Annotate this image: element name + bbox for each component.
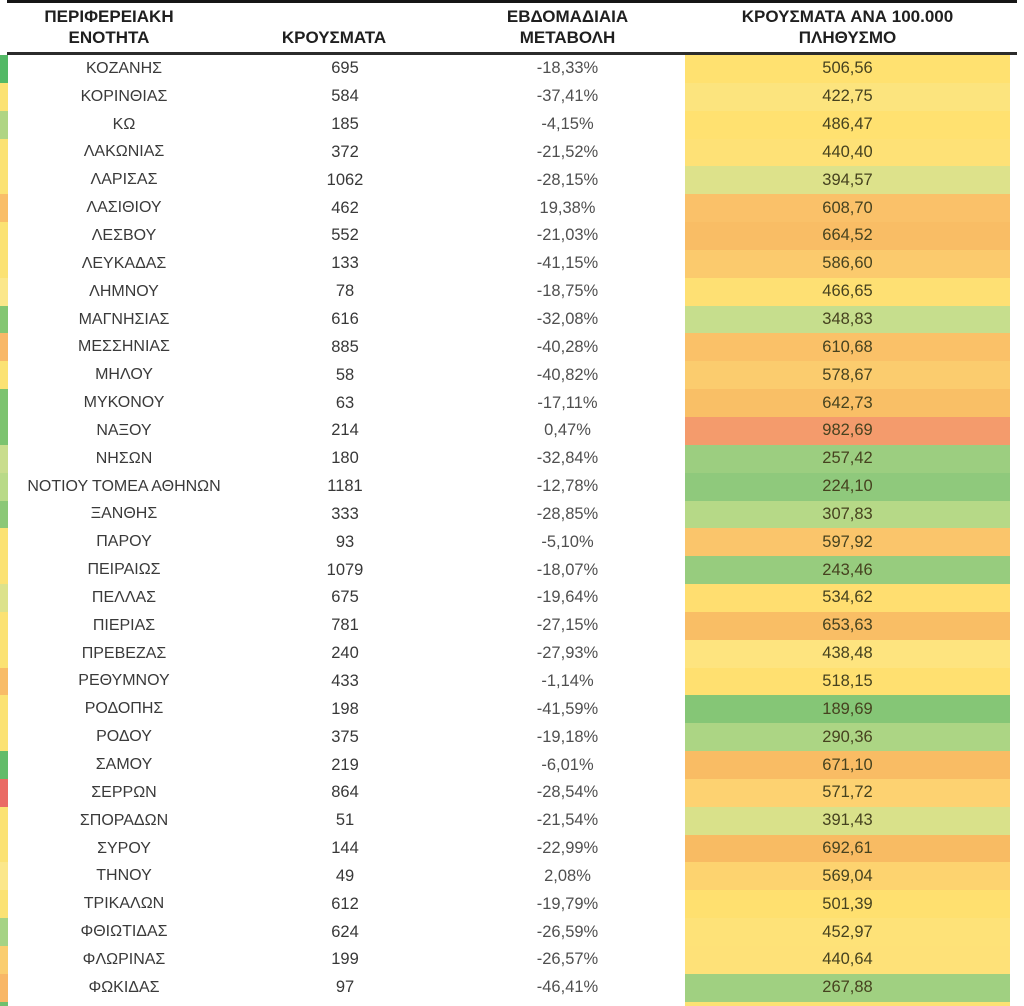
region-cell: ΜΗΛΟΥ [95,366,153,384]
rate-per-100k-cell: 501,39 [685,890,1010,918]
rate-per-100k-cell: 486,47 [685,111,1010,139]
row-color-strip [0,918,8,946]
row-color-strip [0,668,8,696]
rate-per-100k-cell: 348,83 [685,306,1010,334]
region-cell: ΚΟΡΙΝΘΙΑΣ [80,87,168,105]
row-color-strip [0,584,8,612]
partial-row-gap [450,1002,685,1006]
row-color-strip [0,556,8,584]
row-color-strip [0,695,8,723]
rate-per-100k-cell: 578,67 [685,361,1010,389]
cases-cell: 49 [335,866,355,885]
region-cell: ΡΕΘΥΜΝΟΥ [78,672,170,690]
region-cell: ΞΑΝΘΗΣ [90,505,158,523]
row-color-strip [0,111,8,139]
table-row [0,83,1024,111]
rate-per-100k-cell: 982,69 [685,417,1010,445]
region-cell: ΦΩΚΙΔΑΣ [88,978,160,996]
cases-cell: 612 [331,894,359,913]
rate-per-100k-cell: 642,73 [685,389,1010,417]
table-rows [0,55,1024,1006]
table-row [0,194,1024,222]
column-header-region-line2: ΕΝΟΤΗΤΑ [68,28,150,47]
weekly-change-cell: -40,28% [536,337,599,356]
table-row [0,528,1024,556]
cases-cell: 616 [331,310,359,329]
rate-per-100k-cell [685,1002,1010,1006]
region-cell: ΛΕΥΚΑΔΑΣ [81,254,167,272]
table-row [0,501,1024,529]
row-color-strip [0,445,8,473]
rate-per-100k-cell: 243,46 [685,556,1010,584]
row-color-strip [0,640,8,668]
region-cell: ΠΡΕΒΕΖΑΣ [81,644,167,662]
cases-cell: 199 [331,950,359,969]
cases-cell: 133 [331,254,359,273]
table-row [0,278,1024,306]
column-header-region-line1: ΠΕΡΙΦΕΡΕΙΑΚΗ [44,7,174,26]
region-cell: ΤΡΙΚΑΛΩΝ [83,895,165,913]
column-header-rate-per-100k [685,3,1010,52]
cases-cell: 864 [331,783,359,802]
row-color-strip [0,139,8,167]
weekly-change-cell: -19,79% [536,894,599,913]
rate-per-100k-cell: 586,60 [685,250,1010,278]
table-row [0,361,1024,389]
cases-cell: 375 [331,727,359,746]
rate-per-100k-cell: 671,10 [685,751,1010,779]
region-cell: ΝΗΣΩΝ [95,449,153,467]
region-cell: ΡΟΔΟΠΗΣ [84,700,164,718]
region-cell: ΠΑΡΟΥ [96,533,152,551]
region-cell: ΛΗΜΝΟΥ [89,282,159,300]
row-color-strip [0,1002,8,1006]
weekly-change-cell: -28,54% [536,783,599,802]
weekly-change-cell: -1,14% [541,671,594,690]
table-row [0,139,1024,167]
rate-per-100k-cell: 438,48 [685,640,1010,668]
row-color-strip [0,194,8,222]
row-color-strip [0,306,8,334]
row-color-strip [0,862,8,890]
region-cell: ΠΕΙΡΑΙΩΣ [87,561,161,579]
column-header-rate-line2: ΠΛΗΘΥΣΜΟ [798,28,897,47]
table-row [0,695,1024,723]
table-row [0,333,1024,361]
weekly-change-cell: -12,78% [536,477,599,496]
rate-per-100k-cell: 534,62 [685,584,1010,612]
table-row [0,835,1024,863]
weekly-change-cell: 19,38% [539,198,596,217]
region-cell: ΜΥΚΟΝΟΥ [83,394,165,412]
partial-row-gap [8,1002,240,1006]
table-row [0,389,1024,417]
table-row [0,751,1024,779]
column-header-rate-line1: ΚΡΟΥΣΜΑΤΑ ΑΝΑ 100.000 [741,7,954,26]
weekly-change-cell: -18,75% [536,282,599,301]
table-row [0,779,1024,807]
table-row [0,166,1024,194]
cases-cell: 624 [331,922,359,941]
row-color-strip [0,501,8,529]
column-header-cases-line1: ΚΡΟΥΣΜΑΤΑ [281,28,387,47]
cases-cell: 372 [331,142,359,161]
weekly-change-cell: -21,54% [536,811,599,830]
table-row [0,306,1024,334]
row-color-strip [0,890,8,918]
row-color-strip [0,222,8,250]
row-color-strip [0,417,8,445]
row-color-strip [0,946,8,974]
rate-per-100k-cell: 189,69 [685,695,1010,723]
weekly-change-cell: -32,08% [536,310,599,329]
cases-cell: 214 [331,421,359,440]
weekly-change-cell: -46,41% [536,978,599,997]
cases-cell: 1181 [327,477,363,496]
row-color-strip [0,751,8,779]
cases-cell: 63 [335,393,355,412]
region-cell: ΚΟΖΑΝΗΣ [85,59,163,77]
rate-per-100k-cell: 571,72 [685,779,1010,807]
table-row [0,556,1024,584]
weekly-change-cell: -41,15% [536,254,599,273]
cases-cell: 51 [335,811,355,830]
rate-per-100k-cell: 267,88 [685,974,1010,1002]
table-header-row [0,3,1024,52]
weekly-change-cell: -4,15% [541,115,594,134]
row-color-strip [0,807,8,835]
weekly-change-cell: -21,03% [536,226,599,245]
row-color-strip [0,528,8,556]
cases-cell: 333 [331,504,359,523]
cases-cell: 584 [331,87,359,106]
cases-cell: 675 [331,588,359,607]
rate-per-100k-cell: 224,10 [685,473,1010,501]
weekly-change-cell: -6,01% [541,755,594,774]
row-color-strip [0,612,8,640]
table-row [0,584,1024,612]
column-header-weekly-change-line2: ΜΕΤΑΒΟΛΗ [519,28,616,47]
weekly-change-cell: -27,15% [536,616,599,635]
rate-per-100k-cell: 518,15 [685,668,1010,696]
region-cell: ΛΕΣΒΟΥ [91,226,157,244]
table-row [0,222,1024,250]
weekly-change-cell: -28,85% [536,504,599,523]
table-row [0,668,1024,696]
cases-cell: 885 [331,337,359,356]
weekly-change-cell: 2,08% [544,866,591,885]
row-color-strip [0,333,8,361]
rate-per-100k-cell: 257,42 [685,445,1010,473]
rate-per-100k-cell: 394,57 [685,166,1010,194]
weekly-change-cell: 0,47% [544,421,591,440]
table-row [0,250,1024,278]
rate-per-100k-cell: 440,40 [685,139,1010,167]
region-cell: ΛΑΚΩΝΙΑΣ [83,143,165,161]
row-color-strip [0,389,8,417]
weekly-change-cell: -21,52% [536,142,599,161]
region-cell: ΜΑΓΝΗΣΙΑΣ [78,310,170,328]
weekly-change-cell: -26,57% [536,950,599,969]
row-color-strip [0,473,8,501]
region-cell: ΝΑΞΟΥ [96,421,152,439]
rate-per-100k-cell: 290,36 [685,723,1010,751]
cases-cell: 1062 [326,170,364,189]
region-cell: ΛΑΣΙΘΙΟΥ [86,199,162,217]
rate-per-100k-cell: 610,68 [685,333,1010,361]
cases-cell: 97 [335,978,355,997]
row-color-strip [0,55,8,83]
weekly-change-cell: -26,59% [536,922,599,941]
weekly-change-cell: -5,10% [541,532,594,551]
rate-per-100k-cell: 422,75 [685,83,1010,111]
row-color-strip [0,278,8,306]
cases-cell: 240 [331,644,359,663]
rate-per-100k-cell: 466,65 [685,278,1010,306]
region-cell: ΣΑΜΟΥ [95,756,153,774]
rate-per-100k-cell: 664,52 [685,222,1010,250]
cases-cell: 462 [331,198,359,217]
rate-per-100k-cell: 569,04 [685,862,1010,890]
cases-cell: 552 [331,226,359,245]
cases-cell: 781 [331,616,359,635]
cases-cell: 695 [331,59,359,78]
table-row [0,640,1024,668]
weekly-change-cell: -19,64% [536,588,599,607]
table-row [0,445,1024,473]
cases-cell: 185 [331,115,359,134]
rate-per-100k-cell: 307,83 [685,501,1010,529]
region-cell: ΠΙΕΡΙΑΣ [92,616,156,634]
cases-cell: 144 [331,839,359,858]
rate-per-100k-cell: 597,92 [685,528,1010,556]
weekly-change-cell: -32,84% [536,449,599,468]
weekly-change-cell: -17,11% [537,393,598,412]
column-header-cases [218,3,450,52]
region-cell: ΠΕΛΛΑΣ [91,588,157,606]
region-cell: ΡΟΔΟΥ [96,728,152,746]
row-color-strip [0,835,8,863]
region-cell: ΣΥΡΟΥ [97,839,151,857]
rate-per-100k-cell: 452,97 [685,918,1010,946]
weekly-change-cell: -22,99% [536,839,599,858]
rate-per-100k-cell: 608,70 [685,194,1010,222]
table-row [0,55,1024,83]
row-color-strip [0,779,8,807]
weekly-change-cell: -27,93% [536,644,599,663]
weekly-change-cell: -19,18% [536,727,599,746]
region-cell: ΝΟΤΙΟΥ ΤΟΜΕΑ ΑΘΗΝΩΝ [27,477,221,495]
rate-per-100k-cell: 692,61 [685,835,1010,863]
table-row [0,862,1024,890]
cases-cell: 1079 [326,560,364,579]
table-row [0,612,1024,640]
region-cell: ΣΕΡΡΩΝ [91,783,157,801]
row-color-strip [0,974,8,1002]
table-row [0,723,1024,751]
weekly-change-cell: -37,41% [536,87,599,106]
column-header-weekly-change [450,3,685,52]
cases-cell: 198 [331,699,359,718]
weekly-change-cell: -40,82% [536,365,599,384]
column-header-weekly-change-line1: ΕΒΔΟΜΑΔΙΑΙΑ [506,7,629,26]
region-cell: ΛΑΡΙΣΑΣ [90,171,158,189]
rate-per-100k-cell: 391,43 [685,807,1010,835]
cases-cell: 433 [331,671,359,690]
row-color-strip [0,361,8,389]
partial-bottom-row [0,1002,1024,1006]
column-header-region [0,3,218,52]
table-row [0,946,1024,974]
weekly-change-cell: -18,33% [536,59,599,78]
rate-per-100k-cell: 653,63 [685,612,1010,640]
partial-row-gap [240,1002,450,1006]
region-cell: ΦΘΙΩΤΙΔΑΣ [80,923,168,941]
row-color-strip [0,723,8,751]
weekly-change-cell: -28,15% [536,170,599,189]
region-cell: ΦΛΩΡΙΝΑΣ [82,950,166,968]
table-row [0,807,1024,835]
table-row [0,918,1024,946]
cases-cell: 93 [335,532,355,551]
row-color-strip [0,83,8,111]
weekly-change-cell: -41,59% [536,699,599,718]
region-cell: ΣΠΟΡΑΔΩΝ [79,811,169,829]
region-cell: ΤΗΝΟΥ [96,867,152,885]
table-row [0,890,1024,918]
cases-cell: 58 [335,365,355,384]
region-cell: ΚΩ [112,115,136,133]
cases-cell: 219 [331,755,359,774]
row-color-strip [0,250,8,278]
table-row [0,111,1024,139]
row-color-strip [0,166,8,194]
rate-per-100k-cell: 506,56 [685,55,1010,83]
region-cell: ΜΕΣΣΗΝΙΑΣ [78,338,170,356]
table-row [0,974,1024,1002]
table-row [0,417,1024,445]
cases-cell: 78 [335,282,355,301]
rate-per-100k-cell: 440,64 [685,946,1010,974]
cases-cell: 180 [331,449,359,468]
weekly-change-cell: -18,07% [536,560,599,579]
table-row [0,473,1024,501]
